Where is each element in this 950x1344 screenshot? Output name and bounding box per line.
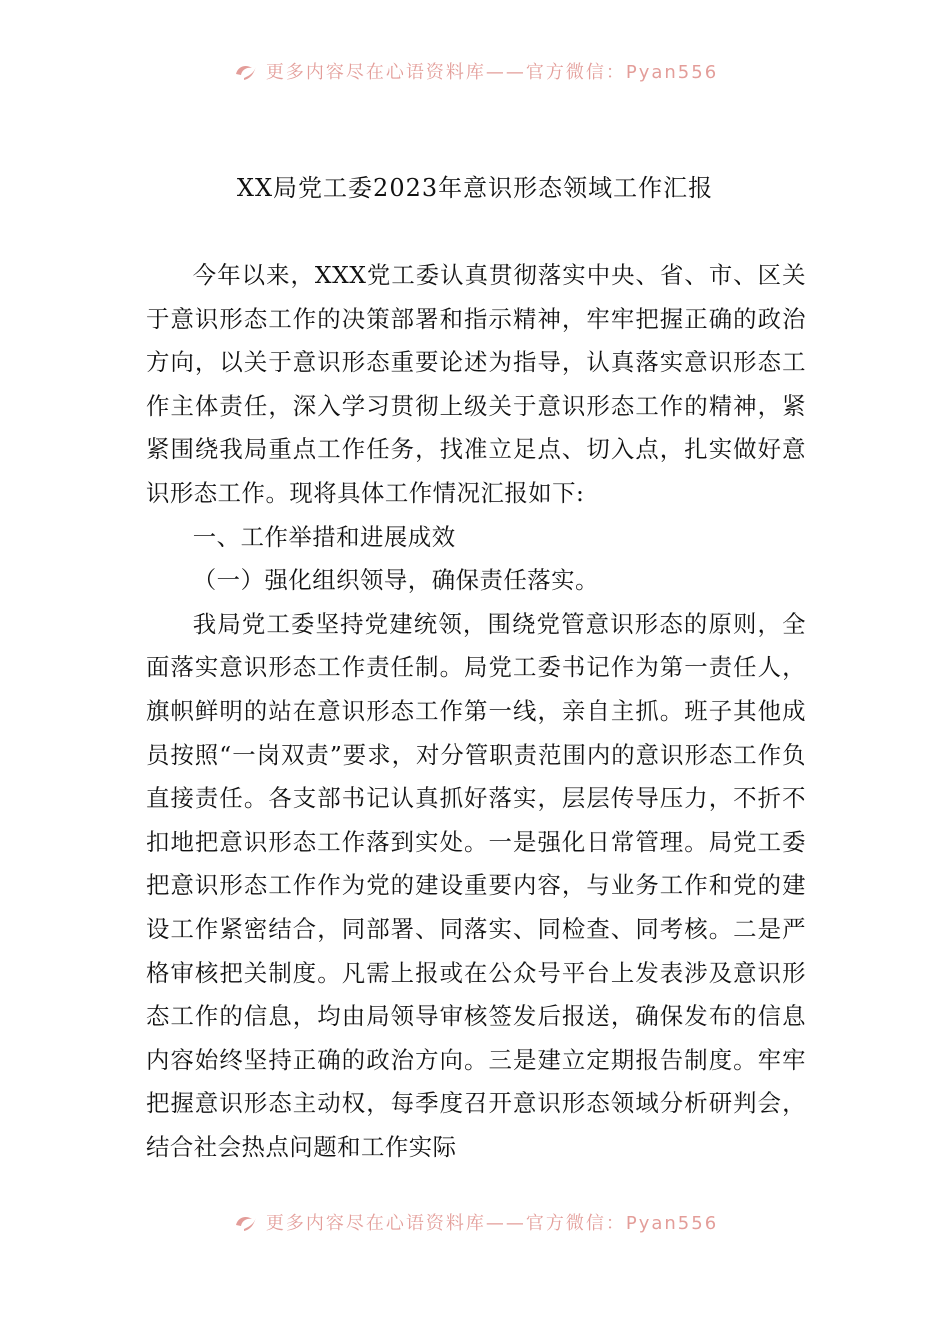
watermark-logo-icon (232, 1211, 258, 1233)
subsection-heading: （一）强化组织领导，确保责任落实。 (192, 566, 599, 595)
body-paragraph: 我局党工委坚持党建统领，围绕党管意识形态的原则，全面落实意识形态工作责任制。局党工委书记作为第一责任人，旗帜鲜明的站在意识形态工作第一线，亲自主抓。班子其他成员按照“一岗双责”要求，对分管职责范围内的意识形态工作负直接责任。各支部书记认真抓好落实，层层传导压力，不折不扣地把意识形态工作落到实处。一是强化日常管理。局党工委把意识形态工作作为党的建设重要内容，与业务工作和党的建设工作紧密结合，同部署、同落实、同检查、同考核。二是严格审核把关制度。凡需上报或在公众号平台上发表涉及意识形态工作的信息，均由局领导审核签发后报送，确保发布的信息内容始终坚持正确的政治方向。三是建立定期报告制度。牢牢把握意识形态主动权，每季度召开意识形态领域分析研判会，结合社会热点问题和工作实际 (146, 609, 806, 1161)
footer-watermark (0, 1207, 950, 1237)
section-heading: 一、工作举措和进展成效 (192, 522, 456, 551)
watermark-text: 更多内容尽在心语资料库——官方微信：Pyan556 (265, 62, 719, 83)
intro-paragraph: 今年以来，XXX党工委认真贯彻落实中央、省、市、区关于意识形态工作的决策部署和指示精神，牢牢把握正确的政治方向，以关于意识形态重要论述为指导，认真落实意识形态工作主体责任，深入学习贯彻上级关于意识形态工作的精神，紧紧围绕我局重点工作任务，找准立足点、切入点，扎实做好意识形态工作。现将具体工作情况汇报如下: (146, 261, 806, 507)
watermark-logo-icon (232, 60, 258, 82)
document-body (146, 254, 806, 1169)
document-title: XX局党工委2023年意识形态领域工作汇报 (236, 174, 714, 202)
watermark-text: 更多内容尽在心语资料库——官方微信：Pyan556 (265, 1213, 719, 1234)
header-watermark (0, 56, 950, 86)
